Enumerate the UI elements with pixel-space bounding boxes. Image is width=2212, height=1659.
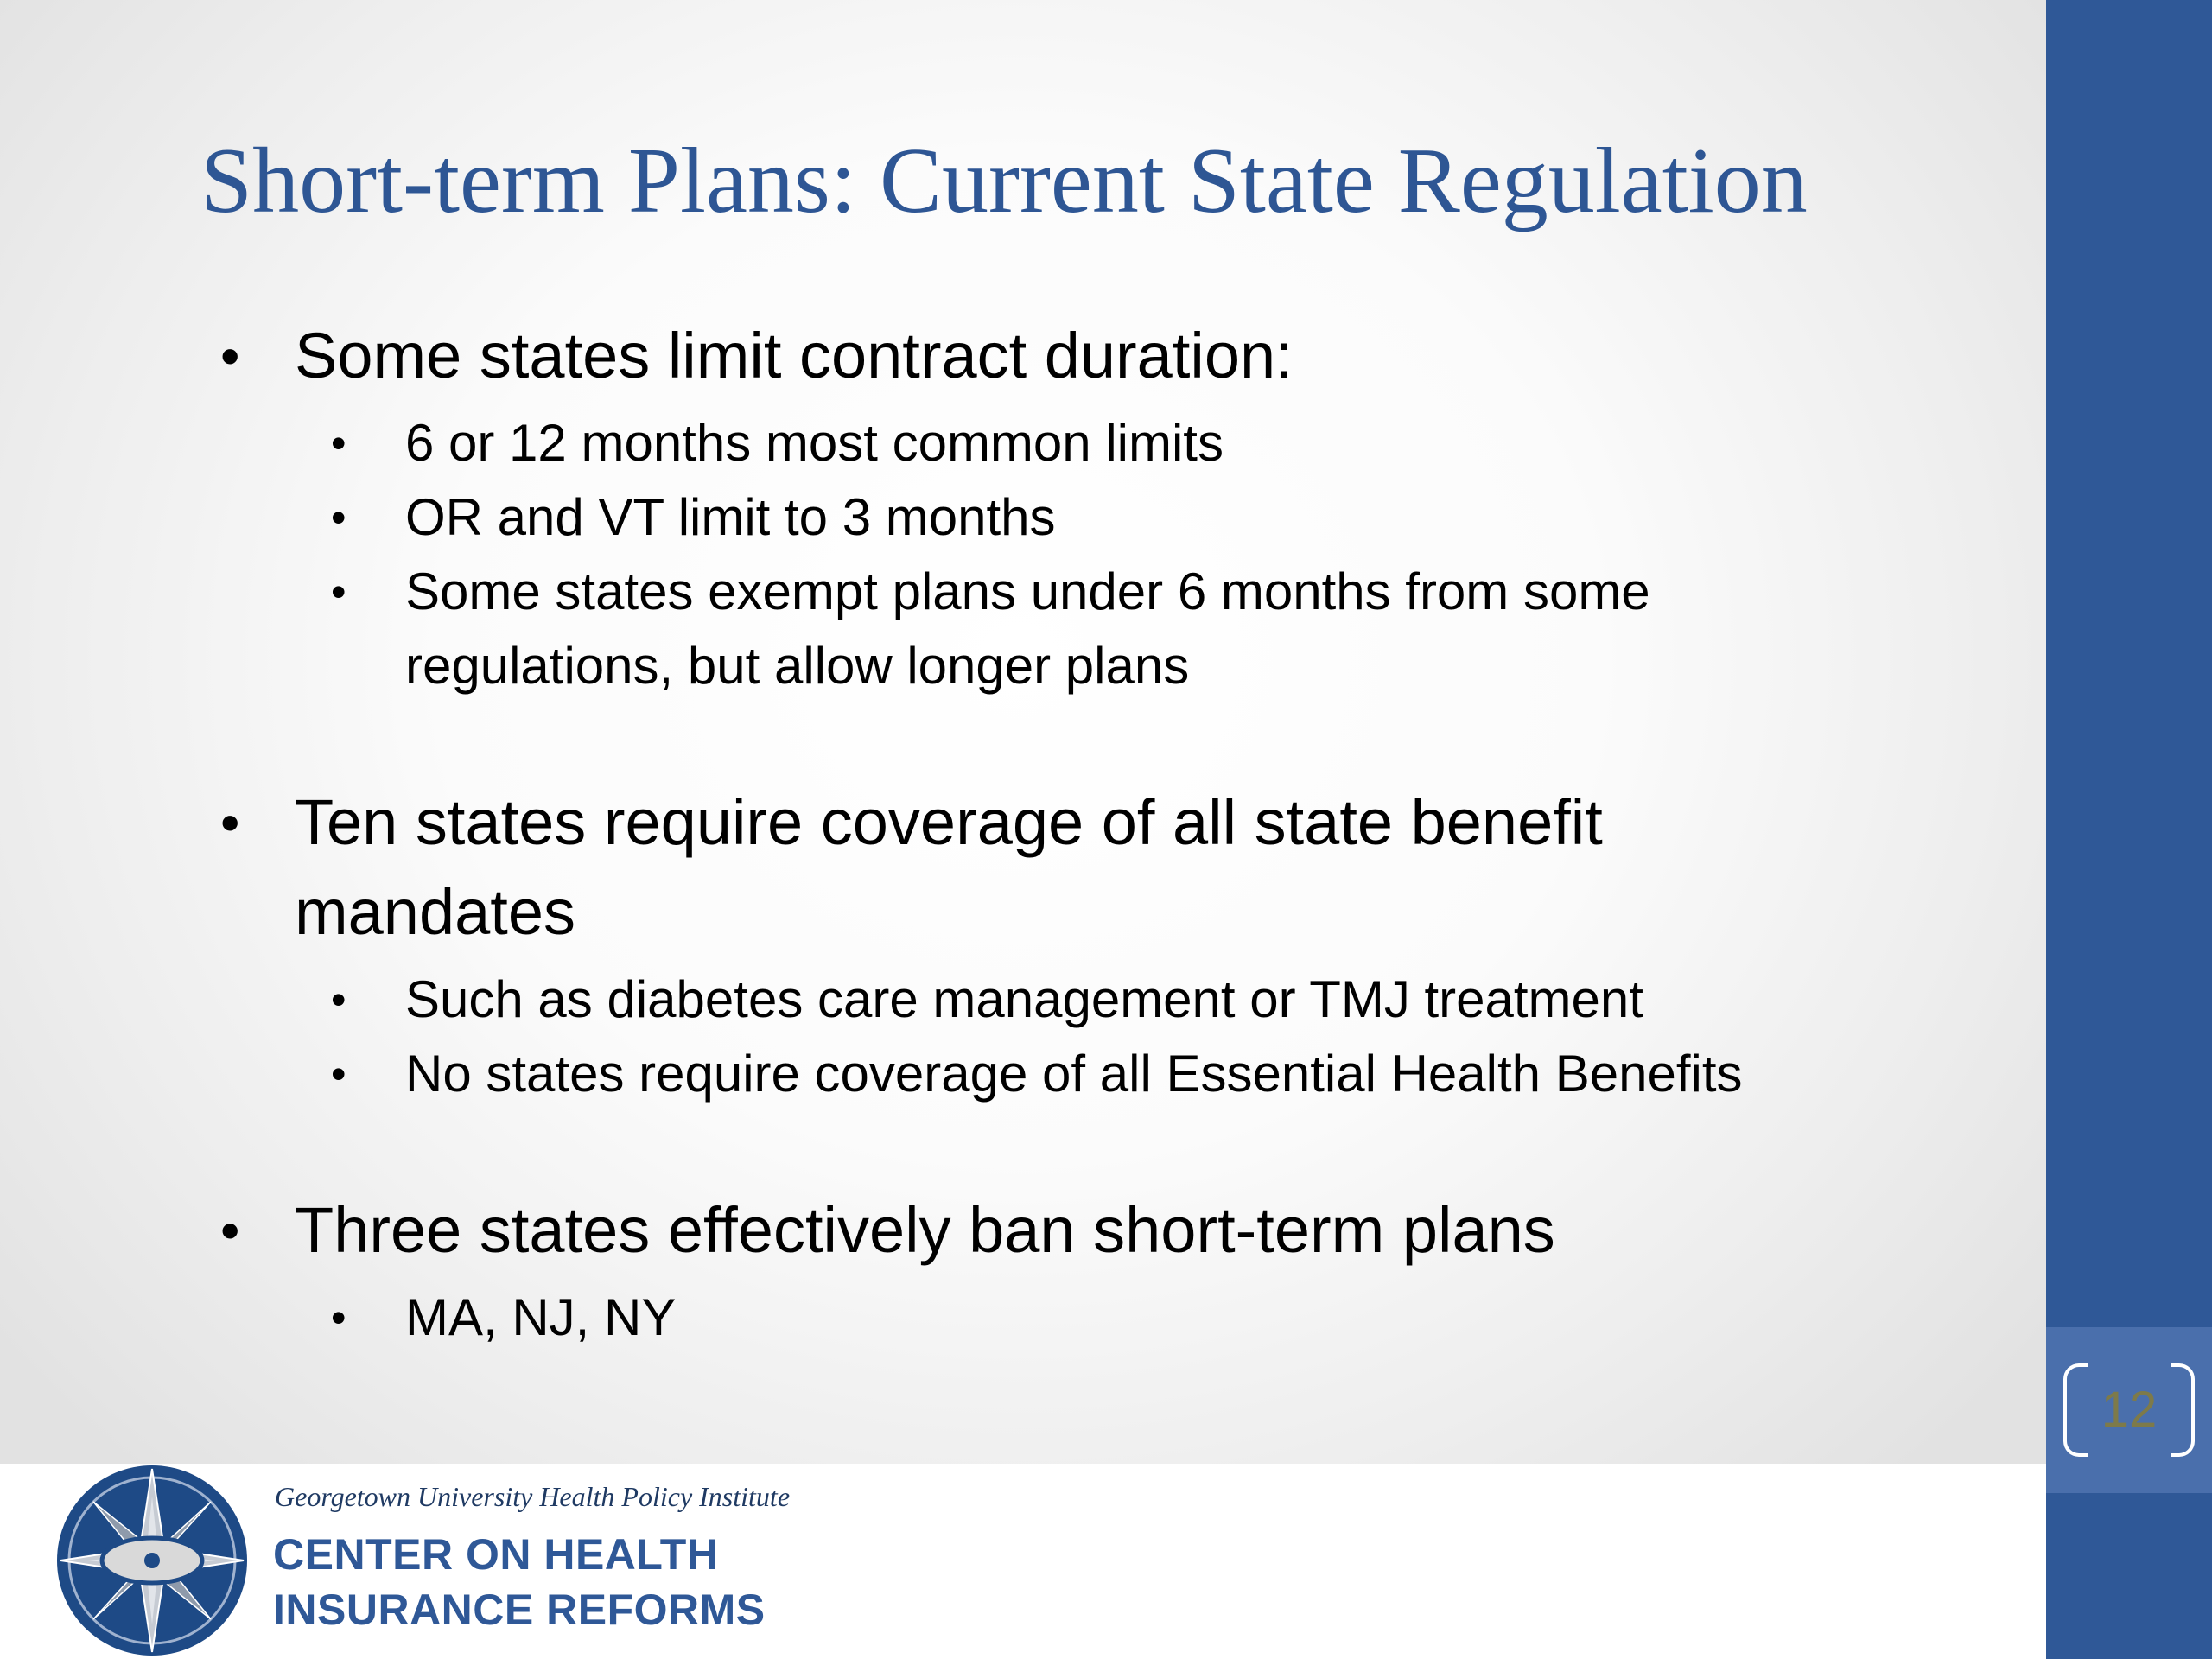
bullet-item xyxy=(220,311,1992,401)
bullet-group-duration xyxy=(220,311,1992,703)
sub-bullet-text-continued: regulations, but allow longer plans xyxy=(405,637,1190,695)
bullet-list xyxy=(220,311,1992,1429)
bullet-icon: • xyxy=(220,1199,240,1262)
bullet-icon: • xyxy=(331,493,346,542)
bullet-group-ban xyxy=(220,1185,1992,1355)
bullet-icon: • xyxy=(331,1294,346,1342)
slide-title: Short-term Plans: Current State Regulation xyxy=(200,130,1808,232)
sub-bullet-item xyxy=(331,1281,1992,1355)
sub-bullet-item xyxy=(331,963,1992,1037)
sub-bullet-text: 6 or 12 months most common limits xyxy=(405,414,1224,472)
page-number-box xyxy=(2046,1327,2212,1493)
logo-name-line-2: INSURANCE REFORMS xyxy=(273,1586,766,1634)
sub-bullet-text: Some states exempt plans under 6 months from some xyxy=(405,563,1650,620)
bullet-text: Some states limit contract duration: xyxy=(295,320,1294,391)
sub-bullet-text: MA, NJ, NY xyxy=(405,1288,677,1346)
sub-bullet-item xyxy=(331,555,1992,703)
bullet-icon: • xyxy=(331,568,346,616)
bullet-text: Ten states require coverage of all state benefit xyxy=(295,786,1603,858)
bullet-group-mandates xyxy=(220,778,1992,1111)
bullet-icon: • xyxy=(331,419,346,467)
page-number: 12 xyxy=(2101,1382,2158,1438)
bullet-icon: • xyxy=(331,1050,346,1098)
bullet-icon: • xyxy=(220,791,240,854)
bullet-item xyxy=(220,778,1992,957)
bullet-item xyxy=(220,1185,1992,1275)
bullet-icon: • xyxy=(220,325,240,387)
logo-tagline: Georgetown University Health Policy Institute xyxy=(275,1481,791,1512)
sub-bullet-item xyxy=(331,406,1992,480)
logo-name-line-1: CENTER ON HEALTH xyxy=(273,1530,719,1579)
bullet-text-continued: mandates xyxy=(295,876,575,948)
bullet-text: Three states effectively ban short-term plans xyxy=(295,1194,1555,1266)
sub-bullet-text: OR and VT limit to 3 months xyxy=(405,488,1056,546)
sub-bullet-item xyxy=(331,1037,1992,1111)
bullet-icon: • xyxy=(331,976,346,1024)
sub-bullet-item xyxy=(331,480,1992,555)
sub-bullet-text: Such as diabetes care management or TMJ treatment xyxy=(405,970,1643,1028)
sub-bullet-text: No states require coverage of all Essential Health Benefits xyxy=(405,1045,1743,1103)
compass-star-seal-icon xyxy=(54,1462,251,1659)
